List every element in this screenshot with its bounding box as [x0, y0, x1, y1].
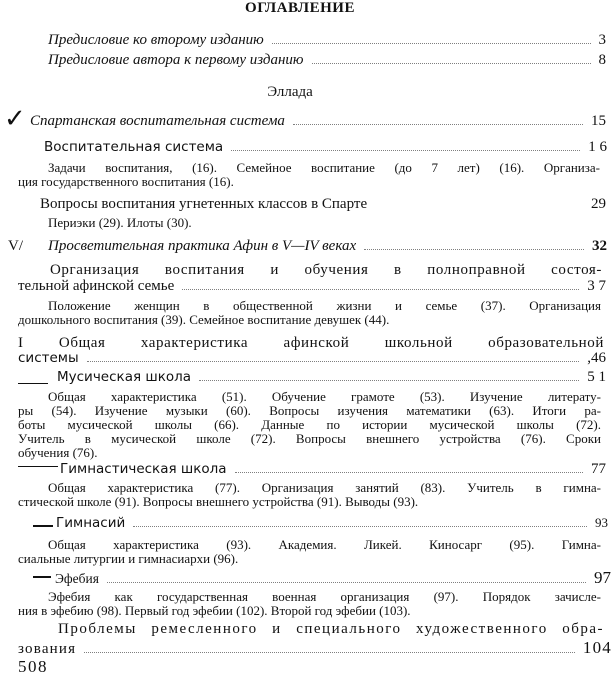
entry-title-line[interactable]: Проблемы ремесленного и специального художественного обра- — [58, 621, 604, 637]
entry-page: 8 — [598, 52, 606, 68]
entry-description-line: Периэки (29). Илоты (30). — [48, 215, 192, 230]
entry-title: Спартанская воспитательная система — [30, 113, 285, 129]
handwritten-dash-mark — [18, 466, 58, 467]
entry-title: Предисловие автора к первому изданию — [48, 52, 304, 68]
entry-title: Воспитательная система — [44, 139, 224, 155]
dot-leader — [293, 124, 583, 125]
entry-page: 29 — [591, 196, 606, 212]
toc-entry-athens[interactable] — [48, 238, 607, 255]
entry-title: Предисловие ко второму изданию — [48, 32, 264, 48]
toc-entry-gymnasium[interactable] — [56, 515, 608, 531]
entry-description-line: ния в эфебию (98). Первый год эфебии (102). Второй год эфебии (103). — [18, 603, 411, 618]
entry-title: Гимнасий — [56, 515, 126, 531]
toc-entry-preface-1[interactable] — [48, 52, 606, 69]
toc-entry-sparta[interactable] — [30, 113, 606, 130]
entry-description-line: сиальные литургии и гимнасиархи (96). — [18, 551, 239, 566]
entry-description-line: Учитель в мусической школе (72). Вопросы внешнего устройства (76). Сроки — [18, 431, 601, 446]
dot-leader — [87, 361, 580, 362]
entry-page: 32 — [592, 238, 607, 254]
entry-title: Эфебия — [55, 571, 99, 586]
entry-page: 15 — [591, 113, 606, 129]
entry-page: 5 1 — [587, 369, 606, 385]
toc-entry-athens-school[interactable] — [18, 350, 606, 367]
entry-title: Мусическая школа — [57, 369, 192, 385]
dot-leader — [312, 63, 591, 64]
dot-leader — [231, 150, 580, 151]
entry-title: зования — [18, 641, 77, 657]
toc-entry-sparta-system[interactable] — [44, 139, 607, 156]
entry-description-line: ры (54). Изучение музыки (60). Вопросы изучения математики (63). Итоги ра- — [18, 403, 601, 418]
entry-page: 77 — [591, 461, 606, 477]
entry-title: Просветительная практика Афин в V—IV веках — [48, 238, 357, 254]
entry-page: 1 6 — [588, 139, 607, 155]
handwritten-dash-mark — [33, 525, 53, 527]
entry-description-line: обучения (76). — [18, 445, 98, 460]
toc-entry-preface-2[interactable] — [48, 32, 606, 49]
entry-page: 3 7 — [587, 278, 606, 294]
handwritten-dash-mark — [18, 373, 48, 384]
entry-page: 104 — [582, 638, 612, 657]
dot-leader — [235, 472, 583, 473]
handwritten-check-mark-icon: ✓ — [4, 104, 26, 133]
handwritten-dash-mark — [33, 576, 51, 578]
entry-description-line: Общая характеристика (77). Организация занятий (83). Учитель в гимна- — [48, 480, 601, 495]
entry-description-line: Общая характеристика (51). Обучение грамоте (53). Изучение литерату- — [48, 389, 601, 404]
entry-description-line: Эфебия как государственная военная организация (97). Порядок зачисле- — [48, 589, 601, 604]
entry-page: 97 — [594, 568, 611, 587]
entry-page: ,46 — [587, 350, 606, 366]
dot-leader — [133, 526, 587, 527]
entry-description-line: ция государственного воспитания (16). — [18, 174, 234, 189]
dot-leader — [84, 652, 575, 653]
entry-page: 93 — [595, 515, 608, 530]
entry-title: Гимнастическая школа — [60, 461, 227, 477]
dot-leader — [199, 380, 579, 381]
toc-entry-gymnastic-school[interactable] — [60, 461, 606, 478]
entry-page: 3 — [598, 32, 606, 48]
toc-entry-music-school[interactable] — [57, 369, 606, 386]
entry-description-line: боты мусической школы (66). Данные по истории мусической школы (72). — [18, 417, 601, 432]
toc-title: ОГЛАВЛЕНИЕ — [245, 0, 355, 16]
entry-description-line: дошкольного воспитания (39). Семейное воспитание девушек (44). — [18, 312, 390, 327]
entry-title: Вопросы воспитания угнетенных классов в Спарте — [40, 196, 368, 212]
dot-leader — [364, 249, 584, 250]
entry-description-line: Общая характеристика (93). Академия. Ликей. Киносарг (95). Гимна- — [48, 537, 601, 552]
toc-entry-crafts[interactable] — [18, 638, 612, 658]
entry-title-line[interactable]: I Общая характеристика афинской школьной образовательной — [18, 335, 604, 351]
toc-entry-sparta-oppressed[interactable] — [40, 196, 606, 213]
entry-title: системы — [18, 350, 79, 366]
handwritten-mark: V/ — [8, 238, 23, 254]
entry-description-line: Положение женщин в общественной жизни и семье (37). Организация — [48, 298, 601, 313]
dot-leader — [182, 289, 579, 290]
entry-description-line: Задачи воспитания, (16). Семейное воспитание (до 7 лет) (16). Организа- — [48, 160, 600, 175]
toc-entry-athens-family[interactable] — [18, 278, 606, 295]
dot-leader — [272, 43, 591, 44]
entry-description-line: стической школе (91). Вопросы внешнего устройства (91). Выводы (93). — [18, 494, 419, 509]
entry-title: тельной афинской семье — [18, 278, 175, 294]
page-number: 508 — [18, 657, 48, 676]
dot-leader — [107, 582, 586, 583]
part-heading: Эллада — [267, 84, 313, 100]
entry-title-line[interactable]: Организация воспитания и обучения в полноправной состоя- — [50, 262, 602, 278]
toc-entry-ephebia[interactable] — [55, 568, 611, 588]
